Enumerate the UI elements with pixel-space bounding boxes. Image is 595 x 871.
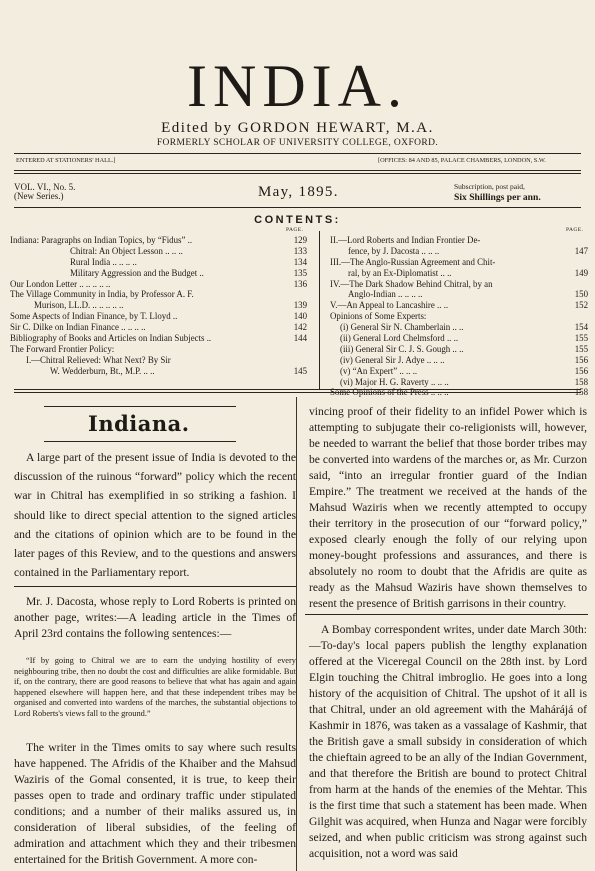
contents-right-column xyxy=(330,236,588,399)
page-column-label: PAGE. xyxy=(566,227,584,233)
subscription-info xyxy=(454,183,594,203)
contents-left-column xyxy=(10,236,307,378)
contents-entry-title: Sir C. Dilke on Indian Finance .. .. .. .. xyxy=(10,322,146,333)
contents-entry-title: Our London Letter .. .. .. .. .. xyxy=(10,278,111,289)
contents-entry-page: 134 xyxy=(293,256,307,267)
contents-entry-title: W. Wedderburn, Bt., M.P. .. .. xyxy=(50,365,155,376)
contents-entry-page: 144 xyxy=(293,333,307,344)
contents-entry-title: (iii) General Sir C. J. S. Gough .. .. xyxy=(340,343,464,354)
contents-entry-page: 152 xyxy=(574,300,588,311)
contents-entry-title: (i) General Sir N. Chamberlain .. .. xyxy=(340,322,464,333)
contents-entry-title: Opinions of Some Experts: xyxy=(330,311,427,322)
contents-entry-page: 156 xyxy=(574,354,588,365)
divider xyxy=(14,170,581,171)
paragraph: Mr. J. Dacosta, whose reply to Lord Roberts is printed on another page, writes:—A leading article in the Times of April 23rd contains the following sentences:— xyxy=(14,595,296,640)
contents-entry-title: (vi) Major H. G. Raverty .. .. .. xyxy=(340,376,449,387)
volume-info xyxy=(14,183,75,202)
issue-date: May, 1895. xyxy=(258,184,339,200)
contents-entry-title: Military Aggression and the Budget .. xyxy=(70,267,204,278)
contents-entry-title: Indiana: Paragraphs on Indian Topics, by “Fidus” .. xyxy=(10,235,193,245)
article-column-left-lower xyxy=(14,594,296,642)
contents-entry-page: 136 xyxy=(293,278,307,289)
contents-entry-page: 145 xyxy=(293,365,307,376)
contents-entry-title: ral, by an Ex-Diplomatist .. .. xyxy=(348,267,452,278)
contents-entry-page: 147 xyxy=(574,245,588,256)
contents-entry-page: 142 xyxy=(293,322,307,333)
article-heading: Indiana. xyxy=(88,411,190,436)
contents-entry-page: 133 xyxy=(293,245,307,256)
contents-entry-page: 156 xyxy=(574,365,588,376)
contents-entry-title: III.—The Anglo-Russian Agreement and Chit- xyxy=(330,256,496,267)
contents-entry-page: 158 xyxy=(574,376,588,387)
contents-entry xyxy=(330,367,588,378)
contents-entry-title: (v) “An Expert” .. .. .. xyxy=(340,365,418,376)
paragraph: A Bombay correspondent writes, under date March 30th:—To-day's local papers publish the lengthy explanation offered at the Viceregal Council on the 28th inst. by Lord Elgin touching the Chitral imbroglio. He goes into a long history of the acquisition of Chitral. The upshot of it all is that Chitral, under an old agreement with the Mahárájá of Kashmir in 1876, was taken as a vassalage of Kashmir, that the British gave a small subsidy in consideration of which the chieftain agreed to be an ally of the Indian Government, and that therefore the British are bound to protect Chitral from harm at the hands of the enemies of the Mehtar. This is the first time that such a statement has been made. When Gilghit was acquired, when Hunza and Nagar were forcibly seized, and when public criticism was strong against such acquisition, not a word was said xyxy=(309,623,587,860)
editor-line: Edited by GORDON HEWART, M.A. xyxy=(161,120,434,136)
contents-entry xyxy=(330,388,588,399)
subscription-price: Six Shillings per ann. xyxy=(454,191,541,203)
divider xyxy=(14,173,581,174)
quote-text: “If by going to Chitral we are to earn the undying hostility of every neighbouring tribe, then no doubt the cost and difficulties are alike formidable. But if, on the contrary, there are good reasons to believe that what has again and again happened elsewhere will happen here, and that these independent tribes may be organised and converted into wardens of the marches, the substantial objections to Lord Roberts's views fall to the ground.” xyxy=(14,656,296,718)
contents-entry-page: 154 xyxy=(574,322,588,333)
contents-entry-title: Chitral: An Object Lesson .. .. .. xyxy=(70,245,183,256)
contents-entry-title: Murison, LL.D. .. .. .. .. .. xyxy=(34,300,124,311)
contents-entry-title: (iv) General Sir J. Adye .. .. .. xyxy=(340,354,445,365)
divider xyxy=(14,153,581,154)
subscription-label: Subscription, post paid, xyxy=(454,182,525,191)
contents-heading: CONTENTS: xyxy=(254,214,341,226)
divider xyxy=(14,392,581,393)
masthead-title: INDIA. xyxy=(187,53,408,119)
divider xyxy=(14,586,296,587)
entered-note: ENTERED AT STATIONERS' HALL.] xyxy=(16,157,116,164)
contents-entry xyxy=(10,367,307,378)
volume-number: VOL. VI., No. 5. xyxy=(14,182,76,192)
divider xyxy=(44,441,236,442)
contents-entry-title: The Forward Frontier Policy: xyxy=(10,343,115,354)
divider xyxy=(305,614,588,615)
series-label: (New Series.) xyxy=(14,191,64,202)
paragraph: A large part of the present issue of India is devoted to the discussion of the ruinous “forward” policy which the recent war in Chitral has exemplified in so striking a fashion. I should like to direct special attention to the signed articles and the citations of opinion which are to be found in the later pages of this Review, and to the questions and answers contained in the Parliamentary report. xyxy=(14,451,296,580)
contents-entry-page: 149 xyxy=(574,267,588,278)
contents-entry-title: (ii) General Lord Chelmsford .. .. xyxy=(340,333,459,344)
contents-entry xyxy=(330,269,588,280)
contents-entry-title: V.—An Appeal to Lancashire .. .. xyxy=(330,300,449,311)
contents-entry-page: 139 xyxy=(293,300,307,311)
contents-entry-title: Some Opinions of the Press .. .. .. xyxy=(330,387,449,398)
block-quote xyxy=(14,656,296,719)
contents-entry-title: Some Aspects of Indian Finance, by T. Lloyd .. xyxy=(10,311,178,322)
contents-entry-page: 129 xyxy=(293,235,307,245)
contents-entry-page: 140 xyxy=(293,311,307,322)
divider xyxy=(14,389,581,390)
contents-entry-title: The Village Community in India, by Professor A. F. xyxy=(10,289,194,300)
contents-entry-title: fence, by J. Dacosta .. .. .. xyxy=(348,245,440,256)
contents-entry-title: Anglo-Indian .. .. .. .. xyxy=(348,289,423,300)
contents-entry-title: IV.—The Dark Shadow Behind Chitral, by an xyxy=(330,278,493,289)
contents-entry-page: 150 xyxy=(574,289,588,300)
contents-entry-page: 158 xyxy=(574,387,588,398)
editor-credentials: FORMERLY SCHOLAR OF UNIVERSITY COLLEGE, OXFORD. xyxy=(156,138,439,148)
article-column-left-continued xyxy=(14,740,296,868)
page-column-label: PAGE. xyxy=(286,227,304,233)
divider xyxy=(14,207,581,208)
contents-entry-title: Bibliography of Books and Articles on Indian Subjects .. xyxy=(10,333,212,344)
article-column-left xyxy=(14,448,296,582)
article-column-right xyxy=(309,404,587,612)
contents-entry xyxy=(10,247,307,258)
contents-entry-title: II.—Lord Roberts and Indian Frontier De- xyxy=(330,235,481,245)
paragraph: vincing proof of their fidelity to an infidel Power which is attempting to subjugate their co-religionists will, however, be needed to warrant the belief that those border tribes may be converted into wardens of the marches or, as Mr. Curzon said, “into an irregular frontier guard of the Indian Empire.” The treatment we received at the hands of the Mahsud Waziris when we recently attempted to occupy their territory in the prosecution of our “forward policy,” exposed clearly enough the folly of our relying upon money-bought professions and assurances, and there is absolutely no room to doubt that the Afridis are quite as ready as the Mahsud Waziris have shown themselves to resent the presence of British garrisons in their country. xyxy=(309,405,587,610)
contents-entry-page: 155 xyxy=(574,343,588,354)
contents-entry-page: 155 xyxy=(574,333,588,344)
offices-note: [OFFICES: 84 AND 85, PALACE CHAMBERS, LONDON, S.W. xyxy=(378,157,546,164)
article-column-right-lower xyxy=(309,622,587,862)
paragraph: The writer in the Times omits to say where such results have happened. The Afridis of the Khaiber and the Mahsud Waziris of the Gomal consented, it is true, to keep their passes open to trade and ordinary traffic under stipulated conditions; and a number of their maliks assured us, in consideration of liberal subsidies, of the feeling of admiration and attachment which they and their tribesmen entertained for the British Government. A more con- xyxy=(14,741,296,866)
divider xyxy=(44,406,236,407)
contents-entry-title: I.—Chitral Relieved: What Next? By Sir xyxy=(26,354,171,365)
contents-entry-page: 135 xyxy=(293,267,307,278)
contents-entry xyxy=(10,269,307,280)
column-divider xyxy=(296,397,297,871)
contents-entry-title: Rural India .. .. .. .. xyxy=(70,256,137,267)
column-divider xyxy=(319,231,320,389)
